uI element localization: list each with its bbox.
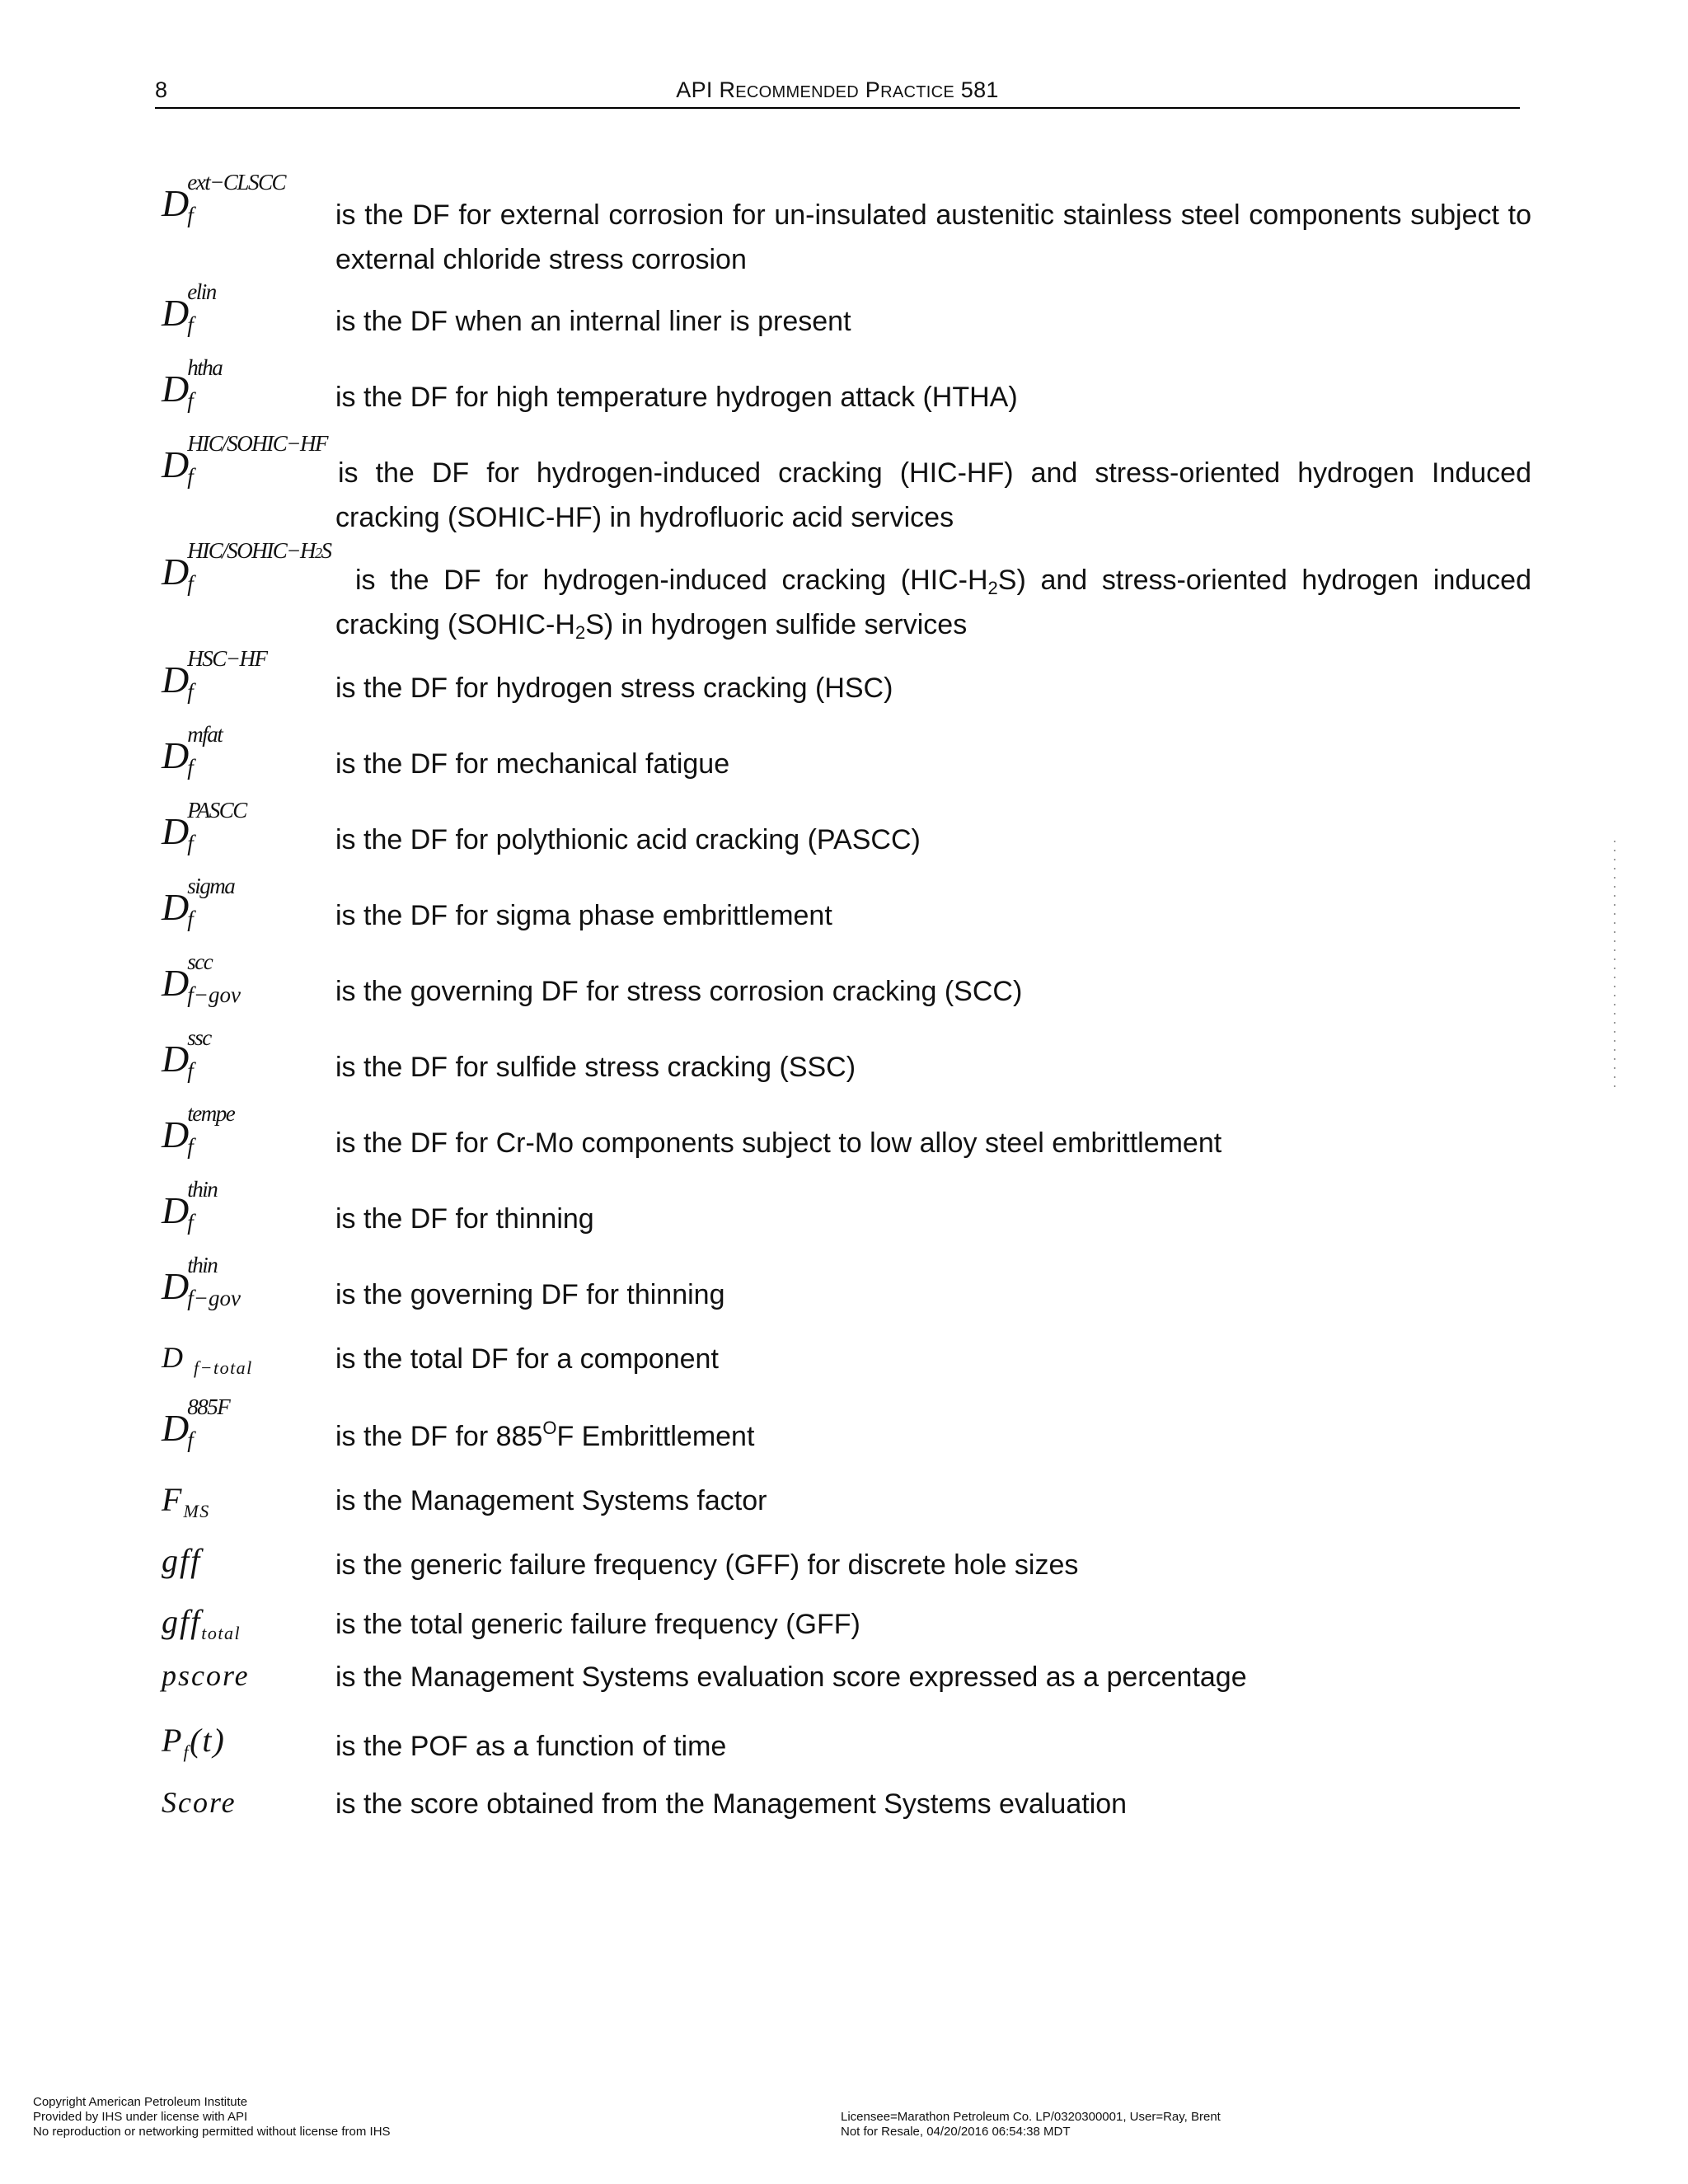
running-title: API RECOMMENDED PRACTICE 581	[676, 77, 999, 102]
definition-text: is the DF for mechanical fatigue	[335, 748, 730, 780]
definition-text: is the governing DF for thinning	[335, 1279, 725, 1310]
page-number: 8	[155, 77, 168, 102]
symbol-ssc: D ssc f	[162, 1025, 211, 1083]
definition-text: is the DF for Cr-Mo components subject to low alloy steel embrittlement	[335, 1127, 1222, 1159]
definition-text: is the governing DF for stress corrosion cracking (SCC)	[335, 976, 1023, 1007]
definition-text: is the generic failure frequency (GFF) for discrete hole sizes	[335, 1549, 1079, 1581]
definition-text: is the Management Systems factor	[335, 1485, 767, 1516]
definition-text: is the DF for $885^OF$ Embrittlement	[335, 1418, 755, 1452]
definition-text: is the POF as a function of time	[335, 1731, 727, 1762]
definition-text: is the Management Systems evaluation score expressed as a percentage	[335, 1661, 1247, 1693]
symbol-sigma: D sigma f	[162, 874, 235, 931]
definition-text: is the DF for hydrogen-induced cracking $(HIC-H_2S)$ and stress-oriented hydrogen induced cracking $(SOHIC-H_2S)$ in hydrogen sulfide services	[335, 565, 1531, 643]
symbol-thin-gov: D thin f−gov	[162, 1253, 241, 1310]
symbol-ext-clscc: D ext−CLSCC f	[162, 170, 285, 227]
symbol-tempe: D tempe f	[162, 1101, 235, 1159]
symbol-hic-sohic-hf: D HIC/SOHIC−HF f	[162, 431, 327, 489]
symbol-pf-t: $P_f(t)$	[162, 1722, 226, 1762]
definition-text: is the DF for hydrogen-induced cracking (HIC-HF) and stress-oriented hydrogen Induced cracking (SOHIC-HF) in hydrofluoric acid services	[335, 457, 1531, 533]
symbol-pscore: pscore	[162, 1659, 250, 1692]
definition-text: is the total generic failure frequency (GFF)	[335, 1609, 860, 1640]
symbol-score: Score	[162, 1786, 237, 1819]
definition-text: is the DF for polythionic acid cracking (PASCC)	[335, 824, 921, 855]
footer-license: Licensee=Marathon Petroleum Co. LP/0320300001, User=Ray, Brent Not for Resale, 04/20/2016 06:54:38 MDT	[841, 2110, 1221, 2139]
definition-text: is the DF for high temperature hydrogen attack (HTHA)	[335, 382, 1018, 413]
footer-copyright: Copyright American Petroleum Institute Provided by IHS under license with API No reproduction or networking permitted without license from IHS	[33, 2095, 391, 2139]
symbol-885f: D 885F f	[162, 1394, 230, 1452]
definition-text: is the total DF for a component	[335, 1343, 719, 1375]
symbol-gff-total: gff$_{total}$	[162, 1603, 241, 1643]
definition-text: is the DF for external corrosion for un-insulated austenitic stainless steel components subject to external chloride stress corrosion	[335, 199, 1531, 275]
symbol-scc-gov: D scc f−gov	[162, 949, 241, 1007]
page-header	[155, 77, 1520, 109]
definition-text: is the DF for thinning	[335, 1203, 594, 1235]
symbol-hsc-hf: D HSC−HF f	[162, 646, 267, 704]
definition-text: is the DF when an internal liner is present	[335, 306, 851, 337]
symbol-gff: gff	[162, 1542, 202, 1579]
symbol-hic-sohic-h2s: D HIC/SOHIC−H2S f	[162, 538, 331, 596]
symbol-mfat: D mfat f	[162, 722, 223, 780]
symbol-htha: D htha f	[162, 355, 223, 413]
definition-text: is the DF for hydrogen stress cracking (HSC)	[335, 673, 893, 704]
symbol-thin: D thin f	[162, 1177, 218, 1235]
definition-text: is the DF for sulfide stress cracking (SSC)	[335, 1052, 856, 1083]
symbol-fms: $F_{MS}$	[162, 1481, 210, 1521]
definition-text: is the DF for sigma phase embrittlement	[335, 900, 832, 931]
symbol-elin: D elin f	[162, 279, 216, 337]
symbol-f-total: D $_{f-total}$	[162, 1341, 253, 1378]
definition-text: is the score obtained from the Management Systems evaluation	[335, 1788, 1128, 1820]
scan-artifact	[1614, 841, 1615, 1088]
symbol-pascc: D PASCC f	[162, 798, 246, 855]
